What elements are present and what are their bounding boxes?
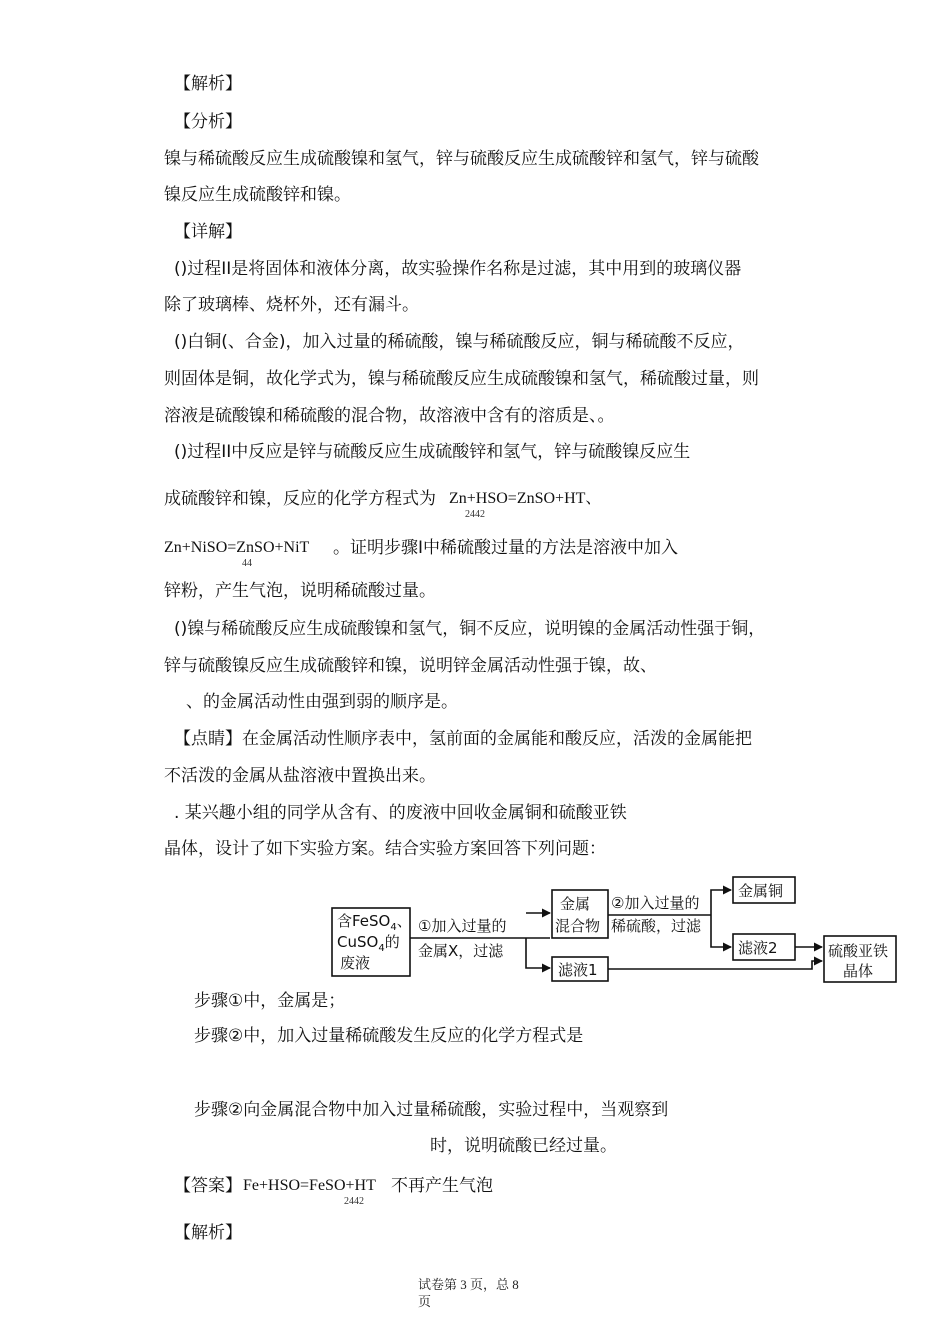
- equation-1: Zn+HSO=ZnSO+HT、: [449, 490, 602, 507]
- equation-1-subscripts: 2442: [465, 509, 485, 520]
- analysis-line-2: 镍反应生成硫酸锌和镍。: [164, 185, 351, 205]
- answer-text: 不再产生气泡: [391, 1176, 493, 1196]
- detail-line-7: 成硫酸锌和镍，反应的化学方程式为: [164, 489, 436, 509]
- detail-line-1: ()过程II是将固体和液体分离，故实验操作名称是过滤，其中用到的玻璃仪器: [174, 259, 742, 279]
- page-footer-line2: 页: [418, 1294, 432, 1309]
- step2-label-line2: 稀硫酸，过滤: [611, 917, 702, 935]
- arrow-filtrate1-to-crystal: [608, 961, 822, 969]
- detail-line-10: ()镍与稀硫酸反应生成硫酸镍和氢气，铜不反应，说明镍的金属活动性强于铜，: [174, 619, 766, 639]
- filtrate1-label: 滤液1: [558, 961, 598, 979]
- question-line-1: . 某兴趣小组的同学从含有、的废液中回收金属铜和硫酸亚铁: [174, 803, 627, 823]
- detail-line-6: ()过程II中反应是锌与硫酸反应生成硫酸锌和氢气，锌与硫酸镍反应生: [174, 442, 691, 462]
- process-flow-diagram: [328, 868, 903, 988]
- arrow-to-copper: [711, 890, 731, 915]
- svg-text:含FeSO4、: 含FeSO$_4$、: [337, 912, 412, 933]
- arrow-waste-to-filtrate1: [526, 938, 550, 968]
- detail-line-2: 除了玻璃棒、烧杯外，还有漏斗。: [164, 295, 419, 315]
- answer-equation-subscripts: 2442: [344, 1196, 364, 1207]
- equation-2: Zn+NiSO=ZnSO+NiT: [164, 539, 310, 556]
- sub-question-1: 步骤①中，金属是；: [194, 991, 346, 1011]
- heading-jiexi-2: 【解析】: [174, 1223, 242, 1243]
- mixture-label-line1: 金属: [560, 895, 591, 913]
- detail-line-3: ()白铜(、合金)，加入过量的稀硫酸，镍与稀硫酸反应，铜与稀硫酸不反应，: [174, 332, 745, 352]
- dianjing-line-2: 不活泼的金属从盐溶液中置换出来。: [164, 766, 436, 786]
- mixture-label-line2: 混合物: [555, 917, 601, 935]
- copper-label: 金属铜: [738, 882, 784, 900]
- heading-fenxi: 【分析】: [174, 112, 242, 132]
- answer-heading: 【答案】: [174, 1176, 242, 1196]
- crystal-label-line2: 晶体: [843, 962, 874, 980]
- answer-equation: Fe+HSO=FeSO+HT: [243, 1177, 376, 1194]
- detail-line-4: 则固体是铜，故化学式为，镍与稀硫酸反应生成硫酸镍和氢气，稀硫酸过量，则: [164, 369, 759, 389]
- sub-question-2: 步骤②中，加入过量稀硫酸发生反应的化学方程式是: [194, 1026, 584, 1046]
- page-footer-line1: 试卷第 3 页，总 8: [418, 1277, 519, 1292]
- heading-xiangjie: 【详解】: [174, 222, 242, 242]
- step2-label-line1: ②加入过量的: [611, 894, 700, 912]
- analysis-line-1: 镍与稀硫酸反应生成硫酸镍和氢气，锌与硫酸反应生成硫酸锌和氢气，锌与硫酸: [164, 149, 759, 169]
- detail-line-5: 溶液是硫酸镍和稀硫酸的混合物，故溶液中含有的溶质是、。: [164, 406, 615, 426]
- sub-question-3-line2: 时，说明硫酸已经过量。: [430, 1136, 617, 1156]
- arrow-to-filtrate2: [711, 915, 731, 947]
- question-line-2: 晶体，设计了如下实验方案。结合实验方案回答下列问题：: [164, 839, 606, 859]
- dianjing-line-1: 【点睛】在金属活动性顺序表中，氢前面的金属能和酸反应，活泼的金属能把: [174, 729, 752, 749]
- sub-question-3-line1: 步骤②向金属混合物中加入过量稀硫酸，实验过程中，当观察到: [194, 1100, 669, 1120]
- detail-line-11: 锌与硫酸镍反应生成硫酸锌和镍，说明锌金属活动性强于镍，故、: [164, 656, 657, 676]
- detail-line-12: 、的金属活动性由强到弱的顺序是。: [186, 692, 458, 712]
- waste-label: 废液: [340, 954, 371, 972]
- svg-text:CuSO4的: CuSO$_4$的: [337, 933, 400, 954]
- detail-line-8: 。证明步骤I中稀硫酸过量的方法是溶液中加入: [333, 538, 679, 558]
- filtrate2-label: 滤液2: [738, 939, 778, 957]
- detail-line-9: 锌粉，产生气泡，说明稀硫酸过量。: [164, 581, 436, 601]
- crystal-label-line1: 硫酸亚铁: [828, 942, 889, 960]
- heading-jiexi: 【解析】: [174, 74, 242, 94]
- equation-2-subscripts: 44: [242, 558, 252, 569]
- step1-label-line1: ①加入过量的: [418, 917, 507, 935]
- step1-label-line2: 金属X，过滤: [418, 942, 504, 960]
